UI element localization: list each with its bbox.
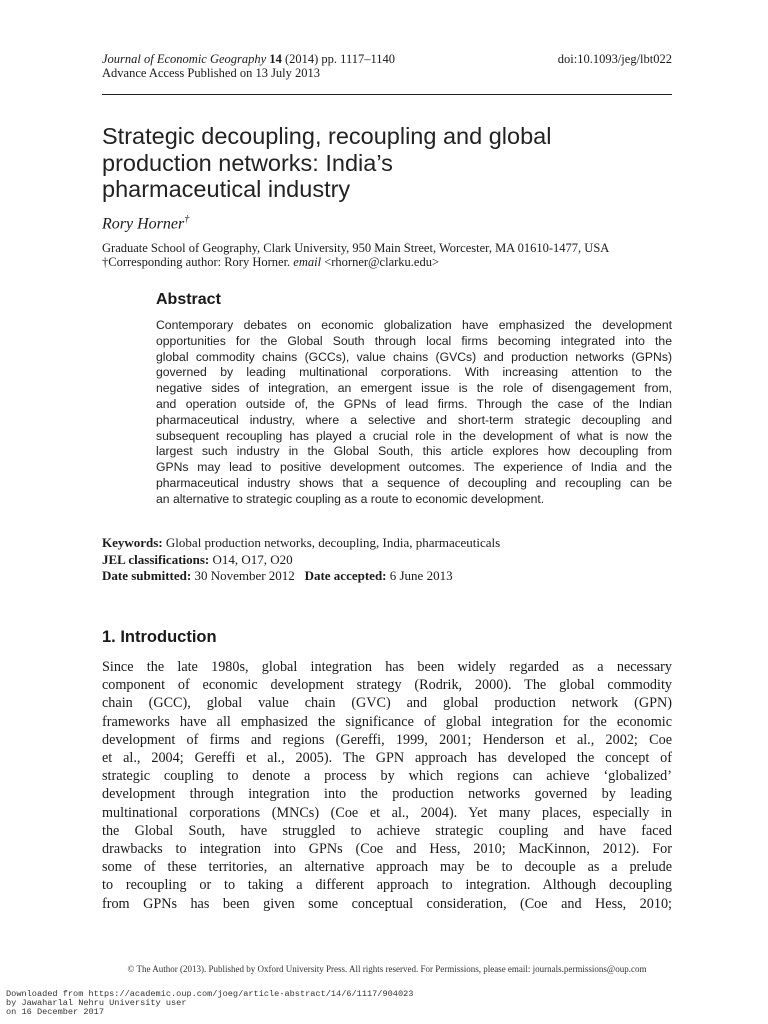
abstract-line: pharmaceutical industry shows that a sequence of decoupling and recoupling can be xyxy=(156,475,672,490)
body-line: multinational corporations (MNCs) (Coe et al., 2004). Yet many places, especially in xyxy=(102,804,672,821)
submitted-label: Date submitted: xyxy=(102,568,192,583)
accepted-label: Date accepted: xyxy=(304,568,387,583)
abstract-line: and operation outside of, the GPNs of lead firms. Through the case of the Indian xyxy=(156,396,672,411)
body-line: development through integration into the production networks governed by leading xyxy=(102,786,672,803)
body-line: component of economic development strategy (Rodrik, 2000). The global commodity xyxy=(102,677,672,694)
body-line: et al., 2004; Gereffi et al., 2005). The GPN approach has developed the concept of xyxy=(102,750,672,767)
keywords-row xyxy=(102,535,500,552)
download-stamp xyxy=(6,990,413,1018)
abstract-line: opportunities for the Global South through local firms becoming integrated into the xyxy=(156,333,672,348)
affiliation: Graduate School of Geography, Clark University, 950 Main Street, Worcester, MA 01610-1477, USA xyxy=(102,241,610,255)
header-rule xyxy=(102,94,672,95)
doi-link[interactable]: doi:10.1093/jeg/lbt022 xyxy=(557,52,672,66)
abstract-line: negative sides of integration, an emergent issue is the role of disengagement from, xyxy=(156,381,672,396)
abstract-line: subsequent recoupling has played a crucial role in the development of what is now the xyxy=(156,428,672,443)
body-line: the Global South, have struggled to achieve strategic coupling and have faced xyxy=(102,822,672,839)
body-line: from GPNs has been given some conceptual consideration, (Coe and Hess, 2010; xyxy=(102,895,672,912)
journal-year-pages: (2014) pp. 1117–1140 xyxy=(281,52,396,66)
corresponding-author xyxy=(102,255,682,269)
abstract-line: largest such industry in the Global South, this article explores how decoupling from xyxy=(156,444,672,459)
download-url-line[interactable]: Downloaded from https://academic.oup.com/joeg/article-abstract/14/6/1117/904023 xyxy=(6,989,414,999)
email-address[interactable]: <rhorner@clarku.edu> xyxy=(324,255,440,269)
abstract-line: an alternative to strategic coupling as a route to economic development. xyxy=(156,491,545,506)
email-label: email xyxy=(293,255,322,269)
abstract-heading: Abstract xyxy=(156,291,221,308)
affiliation-block xyxy=(102,241,682,269)
copyright-footer: © The Author (2013). Published by Oxford University Press. All rights reserved. For Permissions, please email: journals.permissions@oup.com xyxy=(127,964,647,974)
jel-value: O14, O17, O20 xyxy=(212,551,293,567)
title-line: production networks: India’s xyxy=(102,149,393,176)
jel-row xyxy=(102,552,500,569)
abstract-line: governed by leading multinational corporations. With increasing attention to the xyxy=(156,365,672,380)
body-line: development of firms and regions (Gereffi, 1999, 2001; Henderson et al., 2002; Coe xyxy=(102,731,672,748)
download-user-line: by Jawaharlal Nehru University user xyxy=(6,998,187,1009)
jel-label: JEL classifications: xyxy=(102,551,210,567)
keywords-value: Global production networks, decoupling, India, pharmaceuticals xyxy=(165,535,501,550)
title-line: Strategic decoupling, recoupling and global xyxy=(102,123,552,149)
introduction-body xyxy=(102,658,672,913)
body-line: chain (GCC), global value chain (GVC) and global production network (GPN) xyxy=(102,695,672,712)
dates-row xyxy=(102,568,500,585)
advance-access-line: Advance Access Published on 13 July 2013 xyxy=(102,66,321,80)
journal-name: Journal of Economic Geography xyxy=(102,52,267,66)
body-line: frameworks have all emphasized the significance of global integration for the economic xyxy=(102,713,672,730)
body-line: strategic coupling to denote a process by which regions can achieve ‘globalized’ xyxy=(102,768,672,785)
corresponding-prefix: †Corresponding author: Rory Horner. xyxy=(102,255,291,269)
abstract-line: pharmaceutical industry, where a selective and short-term strategic decoupling and xyxy=(156,412,672,427)
body-line: to recoupling or to taking a different approach to integration. Although decoupling xyxy=(102,877,672,894)
author-footnote-mark: † xyxy=(184,214,190,225)
journal-citation xyxy=(102,52,395,66)
body-line: some of these territories, an alternative approach may be to decouple as a prelude xyxy=(102,859,672,876)
abstract-body xyxy=(156,318,672,508)
article-metadata xyxy=(102,535,500,585)
abstract-line: global commodity chains (GCCs), value chains (GVCs) and production networks (GPNs) xyxy=(156,349,672,364)
abstract-line: Contemporary debates on economic globalization have emphasized the development xyxy=(156,318,672,332)
author-name xyxy=(102,214,189,233)
keywords-label: Keywords: xyxy=(102,535,163,550)
journal-volume: 14 xyxy=(269,52,282,66)
title-line: pharmaceutical industry xyxy=(102,176,351,202)
submitted-value: 30 November 2012 xyxy=(194,568,295,583)
article-title xyxy=(102,123,682,203)
author-text: Rory Horner xyxy=(102,215,185,233)
body-line: drawbacks to integration into GPNs (Coe and Hess, 2010; MacKinnon, 2012). For xyxy=(102,841,672,858)
accepted-value: 6 June 2013 xyxy=(389,568,453,583)
download-date-line: on 16 December 2017 xyxy=(6,1007,104,1018)
section-heading-introduction: 1. Introduction xyxy=(102,628,217,646)
abstract-line: GPNs may lead to positive development outcomes. The experience of India and the xyxy=(156,460,672,475)
body-line: Since the late 1980s, global integration has been widely regarded as a necessary xyxy=(102,659,672,675)
